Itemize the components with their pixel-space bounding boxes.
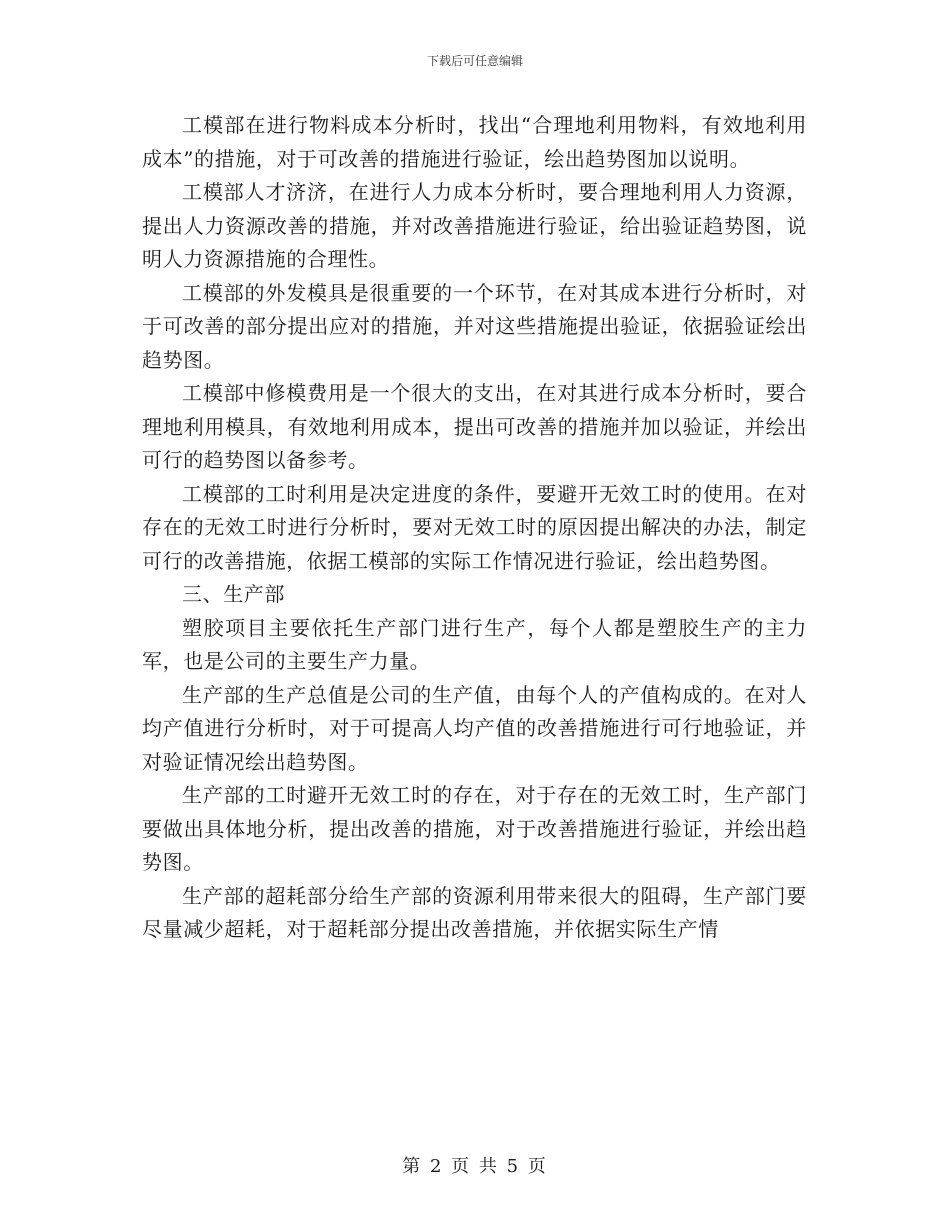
- document-body: [142, 109, 807, 947]
- paragraph: 工模部人才济济，在进行人力成本分析时，要合理地利用人力资源，提出人力资源改善的措施，并对改善措施进行验证，给出验证趋势图，说明人力资源措施的合理性。: [142, 180, 807, 271]
- paragraph: 工模部的外发模具是很重要的一个环节，在对其成本进行分析时，对于可改善的部分提出应对的措施，并对这些措施提出验证，依据验证绘出趋势图。: [142, 280, 807, 372]
- paragraph: 塑胶项目主要依托生产部门进行生产，每个人都是塑胶生产的主力军，也是公司的主要生产力量。: [142, 615, 807, 673]
- page-number-footer: 第 2 页 共 5 页: [402, 1156, 548, 1177]
- paragraph: 工模部的工时利用是决定进度的条件，要避开无效工时的使用。在对存在的无效工时进行分析时，要对无效工时的原因提出解决的办法，制定可行的改善措施，依据工模部的实际工作情况进行验证，绘出趋势图。: [142, 481, 807, 573]
- paragraph: 生产部的超耗部分给生产部的资源利用带来很大的阻碍，生产部门要尽量减少超耗，对于超耗部分提出改善措施，并依据实际生产情: [142, 883, 807, 941]
- section-heading: 三、生产部: [182, 582, 285, 606]
- page-header-note: 下载后可任意编辑: [426, 54, 523, 68]
- paragraph: 工模部在进行物料成本分析时，找出“合理地利用物料，有效地利用成本”的措施，对于可改善的措施进行验证，绘出趋势图加以说明。: [142, 113, 807, 171]
- paragraph: 生产部的生产总值是公司的生产值，由每个人的产值构成的。在对人均产值进行分析时，对于可提高人均产值的改善措施进行可行地验证，并对验证情况绘出趋势图。: [142, 682, 807, 774]
- paragraph: 工模部中修模费用是一个很大的支出，在对其进行成本分析时，要合理地利用模具，有效地利用成本，提出可改善的措施并加以验证，并绘出可行的趋势图以备参考。: [142, 381, 807, 472]
- paragraph: 生产部的工时避开无效工时的存在，对于存在的无效工时，生产部门要做出具体地分析，提出改善的措施，对于改善措施进行验证，并绘出趋势图。: [142, 783, 807, 874]
